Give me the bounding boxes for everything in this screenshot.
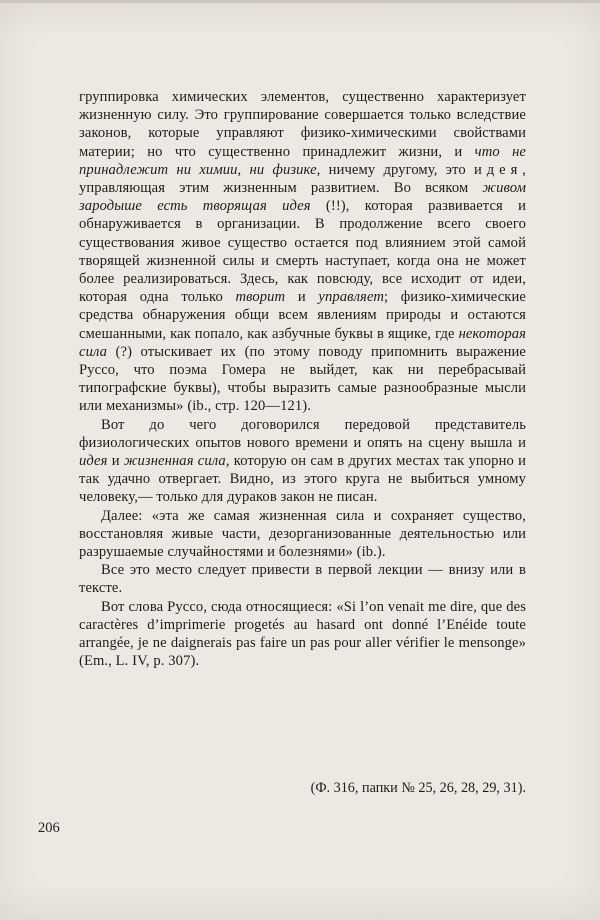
text-segment: ничему другому, это <box>320 161 474 178</box>
text-segment: и <box>107 453 124 470</box>
text-segment: управляет <box>318 289 384 306</box>
text-segment: (!!), которая развивается и обнаруживается в организации. В продолжение всего своего существования живое существо остается под влиянием этой самой творящей жизненной силы и смерть наступает, когда она не может более реализироваться. Здесь, как повсюду, все исходит от идеи, которая одна только <box>79 198 526 306</box>
text-segment: жизненная сила <box>123 453 226 470</box>
scan-edge <box>0 0 600 3</box>
paragraph <box>79 416 526 507</box>
archive-note: (Ф. 316, папки № 25, 26, 28, 29, 31). <box>310 780 526 796</box>
text-segment: что не принадлежит ни химии, ни физике, <box>79 143 526 178</box>
text-block <box>79 88 526 671</box>
paragraph <box>79 507 526 562</box>
text-segment: живом зародыше есть творящая идея <box>79 180 526 215</box>
page-number: 206 <box>38 820 60 836</box>
text-segment: Все это место следует привести в первой лекции — внизу или в тексте. <box>79 562 526 597</box>
text-segment: , управляющая этим жизненным развитием. Во всяком <box>79 161 526 197</box>
paragraph <box>79 88 526 416</box>
paragraph <box>79 561 526 597</box>
text-segment: некоторая сила <box>79 325 526 360</box>
text-segment: Далее: «эта же самая жизненная сила и сохраняет существо, восстановляя живые части, дезорганизованные деятельностью или разрушаемые случайностями и болезнями» (ib.). <box>79 507 526 561</box>
text-segment: Вот до чего договорился передовой представитель физиологических опытов нового времени и опять на сцену вышла и <box>79 416 526 451</box>
text-segment: идея <box>473 161 523 178</box>
text-segment: (?) отыскивает их (по этому поводу припомнить выражение Руссо, что поэма Гомера не выйдет, как ни перебрасывай типографские буквы), чтобы выразить самые разнообразные мысли или механизмы» (ib., стр. 120—121). <box>79 343 526 415</box>
text-segment: , которую он сам в других местах так упорно и так удачно отвергает. Видно, из этого круга не выбиться умному человеку,— только для дураков закон не писан. <box>79 453 526 506</box>
text-segment: идея <box>79 453 108 470</box>
paragraph <box>79 598 526 671</box>
text-segment: творит <box>235 289 286 306</box>
text-segment: и <box>285 289 319 306</box>
text-segment: группировка химических элементов, существенно характеризует жизненную силу. Это группирование совершается только вследствие законов, которые управляют физико-химическими свойствами материи; но что существенно принадлежит жизни, и <box>79 89 526 160</box>
text-segment: Вот слова Руссо, сюда относящиеся: «Si l’on venait me dire, que des caractères d’imprimerie progetés au hasard ont donné l’Enéide toute arrangée, je ne daignerais pas faire un pas pour aller vérifier le mensonge» (Em., L. IV, p. 307). <box>79 598 526 670</box>
text-segment: ; физико-химические средства обнаружения общи всем явлениям природы и остаются смешанными, как попало, как азбучные буквы в ящике, где <box>79 289 526 342</box>
